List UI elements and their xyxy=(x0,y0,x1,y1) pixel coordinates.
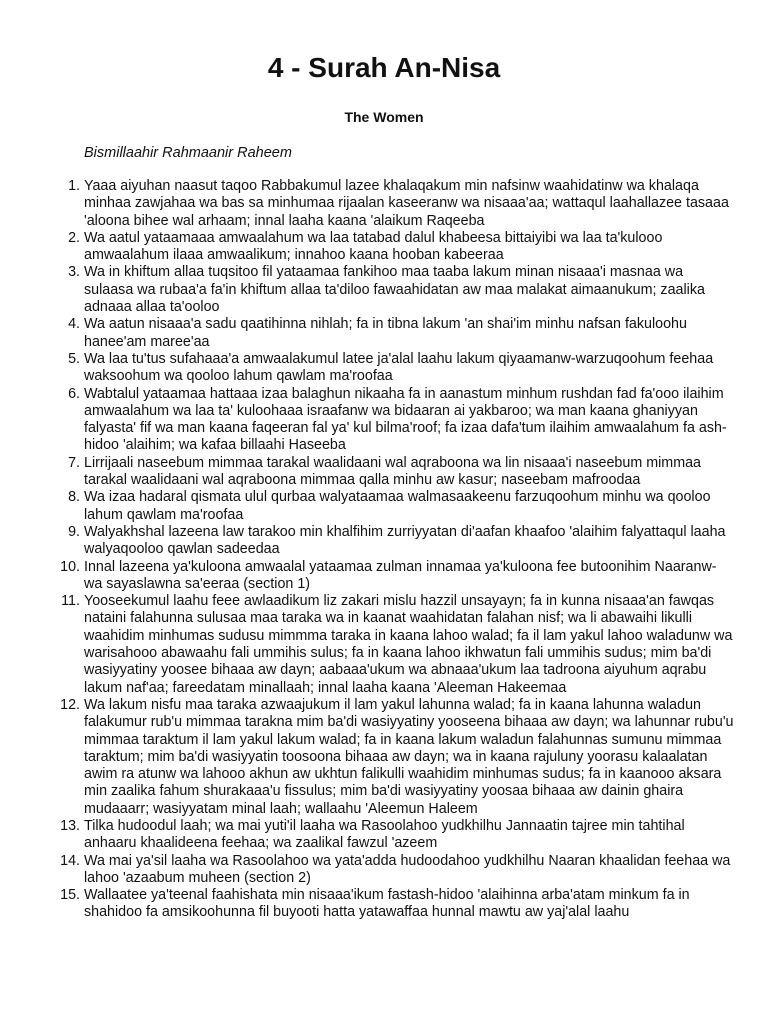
verse-text: Walyakhshal lazeena law tarakoo min khalfihim zurriyyatan di'aafan khaafoo 'alaihim falyattaqul laaha walyaqooloo qawlan sadeedaa xyxy=(84,523,726,558)
verse-item xyxy=(68,264,734,316)
verse-item xyxy=(60,696,734,818)
page-subtitle: The Women xyxy=(344,109,424,125)
verse-text: Yaaa aiyuhan naasut taqoo Rabbakumul lazee khalaqakum min nafsinw waahidatinw wa khalaqa minhaa zawjahaa wa bas sa minhumaa rijaalan kaseeranw wa nisaaa'aa; wattaqul laahallazee tasaaa 'aloona bihee wal arhaam; innal laaha kaana 'alaikum Raqeeba xyxy=(84,178,729,229)
verse-text: Wa izaa hadaral qismata ulul qurbaa walyataamaa walmasaakeenu farzuqoohum minhu wa qooloo lahum qawlam ma'roofaa xyxy=(84,489,711,523)
verse-text: Wa in khiftum allaa tuqsitoo fil yataamaa fankihoo maa taaba lakum minan nisaaa'i masnaa wa sulaasa wa rubaa'a fa'in khiftum allaa ta'diloo fawaahidatan aw maa malakat aimaanukum; zaalika adnaaa allaa ta'ooloo xyxy=(84,264,705,316)
verse-number: 8. xyxy=(68,489,80,506)
verse-text: Wa aatul yataamaaa amwaalahum wa laa tatabad dalul khabeesa bittaiyibi wa laa ta'kulooo amwaalahum ilaaa amwaalikum; innahoo kaana hooban kabeeraa xyxy=(84,229,663,264)
verse-text: Wa aatun nisaaa'a sadu qaatihinna nihlah; fa in tibna lakum 'an shai'im minhu nafsan fakuloohu hanee'am maree'aa xyxy=(84,316,687,350)
verse-number: 12. xyxy=(60,696,80,713)
verse-number: 14. xyxy=(60,852,80,869)
verse-item xyxy=(68,489,734,524)
verse-number: 5. xyxy=(68,350,80,367)
verse-text: Wa laa tu'tus sufahaaa'a amwaalakumul latee ja'alal laahu lakum qiyaamanw-warzuqoohum feehaa waksoohum wa qooloo lahum qawlam ma'roofaa xyxy=(84,350,714,385)
verse-text: Lirrijaali naseebum mimmaa tarakal waalidaani wal aqraboona wa lin nisaaa'i naseebum mimmaa tarakal waalidaani wal aqraboona mimmaa qalla minhu aw kasur; naseebam mafroodaa xyxy=(84,454,702,489)
verse-number: 4. xyxy=(68,316,80,333)
verse-number: 3. xyxy=(68,264,80,281)
verse-number: 7. xyxy=(68,454,80,471)
verse-text: Wa lakum nisfu maa taraka azwaajukum il lam yakul lahunna walad; fa in kaana lahunna waladun falakumur rub'u mimmaa taraknа mim ba'di wasiyyatiny yooseena bihaaa aw dayn; wa lahunnar rubu'u mimmaa taraktum il lam yakul lakum walad; fa in kaana lakum waladun falahunnas sumunu mimmaa taraktum; mim ba'di wasiyyatin toosoona bihaaa aw dayn; wa in kaana rajuluny yoorasu kalaalatan awim ra atunw wa lahooo akhun aw ukhtun falikulli waahidim minhumas sudus; fa in kaanooo aksara min zaalika fahum shurakaaa'u fissulus; mim ba'di wasiyyatiny yoosaa bihaaa aw dainin ghaira mudaaarr; wasiyyatam minal laah; wallaahu 'Aleemun Haleem xyxy=(84,696,734,817)
verse-item xyxy=(60,852,734,888)
verse-item xyxy=(61,593,734,697)
verse-item xyxy=(60,887,734,922)
verse-item xyxy=(68,178,734,230)
verse-number: 2. xyxy=(68,229,80,246)
verse-item xyxy=(60,558,734,594)
verse-number: 15. xyxy=(60,887,80,904)
verse-text: Wa mai ya'sil laaha wa Rasoolahoo wa yata'adda hudoodahoo yudkhilhu Naaran khaalidan feehaa wa lahoo 'azaabum muheen (section 2) xyxy=(84,852,731,886)
verse-text: Yooseekumul laahu feee awlaadikum liz zakari mislu hazzil unsayayn; fa in kunna nisaaa'an fawqas nataini falahunna sulusaa maa taraka wa in kaanat waahidatan falahan nisf; wa li abawaihi likulli waahidim minhumas sudusu mimmma taraka in kaana lahoo walad; fa il lam yakul lahoo waladunw wa warisahooo abawaahu fali ummihis sulus; fa in kaana lahoo ikhwatun fali ummihis sudus; mim ba'di wasiyyatiny yoosee bihaaa aw dayn; aabaaa'ukum wa abnaaa'ukum laa tadroona aiyuhum aqrabu lakum naf'aa; fareedatam minallaah; innal laaha kaana 'Aleeman Hakeemaa xyxy=(84,593,733,696)
verse-number: 6. xyxy=(68,385,80,402)
verse-text: Tilka hudoodul laah; wa mai yuti'il laaha wa Rasoolahoo yudkhilhu Jannaatin tajree min tahtihal anhaaru khaalideena feehaa; wa zaalikal fawzul 'azeem xyxy=(84,817,685,852)
verse-item xyxy=(68,229,734,265)
verse-number: 9. xyxy=(68,523,80,540)
verse-item xyxy=(60,817,734,853)
verse-item xyxy=(68,385,734,455)
verse-list xyxy=(60,178,734,922)
verse-item xyxy=(68,523,734,559)
verse-item xyxy=(68,350,734,386)
verse-item xyxy=(68,316,734,351)
verse-text: Wallaatee ya'teenal faahishata min nisaaa'ikum fastash-hidoo 'alaihinna arba'atam minkum fa in shahidoo fa amsikoohunna fil buyooti hatta yatawaffaa hunnal mawtu aw yaj'alal laahu xyxy=(84,887,690,921)
verse-number: 10. xyxy=(60,558,80,575)
bismillah-line: Bismillaahir Rahmaanir Raheem xyxy=(84,145,292,161)
verse-number: 11. xyxy=(61,593,80,610)
verse-number: 13. xyxy=(60,817,80,834)
page-title: 4 - Surah An-Nisa xyxy=(267,52,501,83)
verse-text: Wabtalul yataamaa hattaaa izaa balaghun nikaaha fa in aanastum minhum rushdan fad fa'ooo ilaihim amwaalahum wa laa ta' kuloohaaa israafanw wa bidaaran ai yakbaroo; wa man kaana ghaniyyan falyasta' fif wa man kaana faqeeran fal ya' kul bilma'roof; fa izaa dafa'tum ilaihim amwaalahum fa ash-hidoo 'alaihim; wa kafaa billaahi Haseeba xyxy=(84,385,727,454)
verse-text: Innal lazeena ya'kuloona amwaalal yataamaa zulman innamaa ya'kuloona fee butoonihim Naaranw-wa sayaslawna sa'eeraa (section 1) xyxy=(84,558,717,592)
verse-item xyxy=(68,454,734,490)
verse-number: 1. xyxy=(68,178,80,194)
